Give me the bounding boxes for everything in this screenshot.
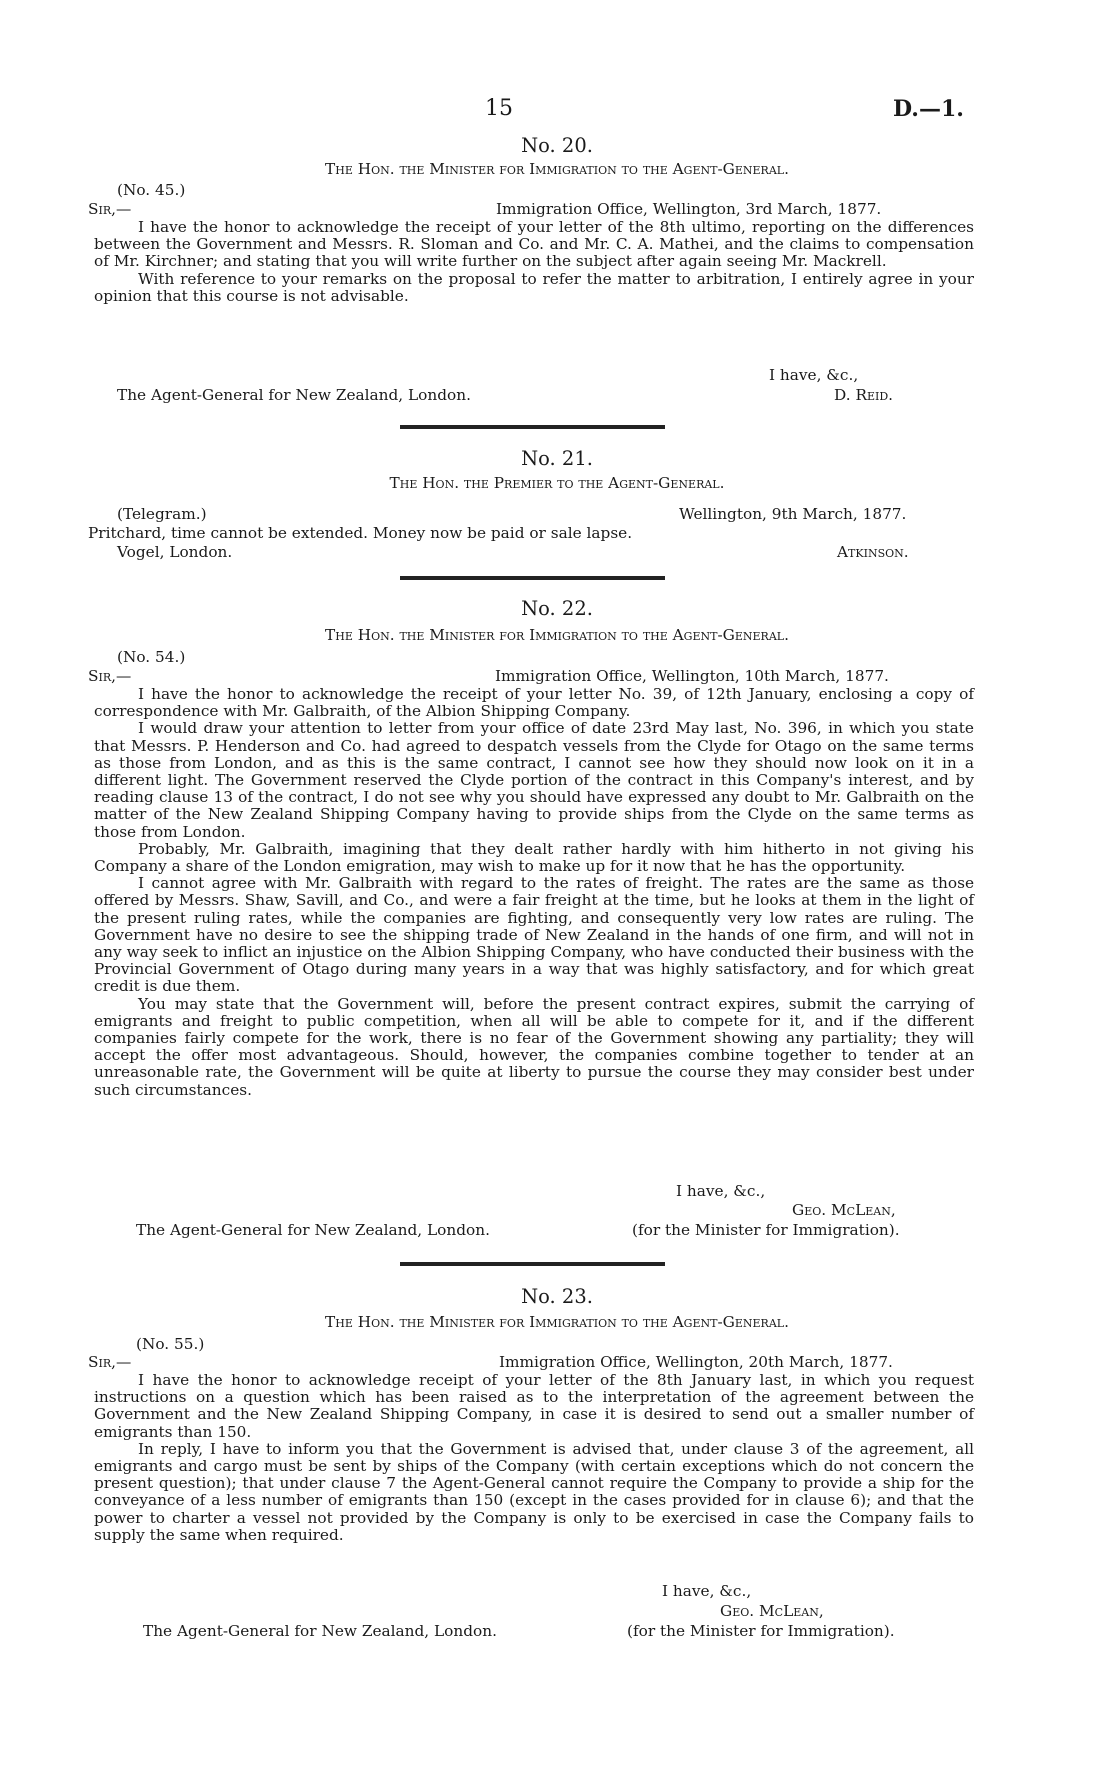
addressee: Vogel, London. [117, 543, 233, 561]
letter-number: No. 22. [521, 597, 593, 620]
letter-from: The Hon. the Minister for Immigration to the Agent-General. [325, 626, 789, 644]
document-reference: D.—1. [893, 96, 964, 122]
closing: I have, &c., [662, 1582, 752, 1600]
place-date: Immigration Office, Wellington, 10th March, 1877. [495, 667, 889, 685]
section-divider [400, 576, 665, 580]
salutation: Sir,— [88, 667, 132, 685]
letter-number: No. 23. [521, 1285, 593, 1308]
place-date: Immigration Office, Wellington, 3rd March, 1877. [496, 200, 882, 218]
signature: Geo. McLean, [792, 1201, 896, 1219]
letter-number: No. 20. [521, 134, 593, 157]
closing: I have, &c., [769, 366, 859, 384]
letter-from: The Hon. the Minister for Immigration to the Agent-General. [325, 160, 789, 178]
paragraph: You may state that the Government will, before the present contract expires, submit the carrying of emigrants and freight to public competition, when all will be able to compete for it, and if the different companies fairly compete for the work, there is no fear of the Government showing any partiality; they will accept the offer most advantageous. Should, however, the companies combine together to tender at an unreasonable rate, the Government will be quite at liberty to pursue the course they may consider best under such circumstances. [94, 994, 974, 1099]
signature-note: (for the Minister for Immigration). [627, 1622, 895, 1640]
signature: Geo. McLean, [720, 1602, 824, 1620]
section-divider [400, 1262, 665, 1266]
signature: D. Reid. [834, 386, 894, 404]
paragraph: I cannot agree with Mr. Galbraith with regard to the rates of freight. The rates are the same as those offered by Messrs. Shaw, Savill, and Co., and were a fair freight at the time, but he looks at them in the light of the present ruling rates, while the companies are fighting, and consequently very low rates are ruling. The Government have no desire to see the shipping trade of New Zealand in the hands of one firm, and will not in any way seek to inflict an injustice on the Albion Shipping Company, who have conducted their business with the Provincial Government of Otago during many years in a way that was highly satisfactory, and for which great credit is due them. [94, 874, 974, 996]
paragraph: I have the honor to acknowledge the receipt of your letter No. 39, of 12th January, enclosing a copy of correspondence with Mr. Galbraith, of the Albion Shipping Company. [94, 685, 974, 721]
salutation: Sir,— [88, 200, 132, 218]
telegram-message: Pritchard, time cannot be extended. Money now be paid or sale lapse. [88, 524, 633, 542]
place-date: Immigration Office, Wellington, 20th March, 1877. [499, 1353, 893, 1371]
paragraph: I have the honor to acknowledge receipt of your letter of the 8th January last, in which you request instructions on a question which has been raised as to the interpretation of the agreement between the Government and the New Zealand Shipping Company, in case it is desired to send out a smaller number of emigrants than 150. [94, 1371, 974, 1441]
section-divider [400, 425, 665, 429]
paragraph: In reply, I have to inform you that the Government is advised that, under clause 3 of the agreement, all emigrants and cargo must be sent by ships of the Company (with certain exceptions which do not concern the present question); that under clause 7 the Agent-General cannot require the Company to provide a ship for the conveyance of a less number of emigrants than 150 (except in the cases provided for in clause 6); and that the power to charter a vessel not provided by the Company is only to be exercised in case the Company fails to supply the same when required. [94, 1439, 974, 1544]
letter-number: No. 21. [521, 447, 593, 470]
letter-body [94, 219, 974, 305]
paragraph: I would draw your attention to letter from your office of date 23rd May last, No. 396, in which you state that Messrs. P. Henderson and Co. had agreed to despatch vessels from the Clyde for Otago on the same terms as those from London, and as this is the same contract, I cannot see how they should now look on it in a different light. The Government reserved the Clyde portion of the contract in this Company's interest, and by reading clause 13 of the contract, I do not see why you should have expressed any doubt to Mr. Galbraith on the matter of the New Zealand Shipping Company having to provide ships from the Clyde on the same terms as those from London. [94, 719, 974, 841]
signature-note: (for the Minister for Immigration). [632, 1221, 900, 1239]
paragraph: Probably, Mr. Galbraith, imagining that they dealt rather hardly with him hitherto in not giving his Company a share of the London emigration, may wish to make up for it now that he has the opportunity. [94, 839, 974, 876]
salutation: Sir,— [88, 1353, 132, 1371]
signature: Atkinson. [837, 543, 909, 561]
addressee: The Agent-General for New Zealand, London. [143, 1622, 497, 1640]
place-date: Wellington, 9th March, 1877. [679, 505, 907, 523]
letter-ref: (No. 55.) [136, 1335, 205, 1353]
closing: I have, &c., [676, 1182, 766, 1200]
letter-body [94, 686, 974, 1099]
paragraph: I have the honor to acknowledge the receipt of your letter of the 8th ultimo, reporting on the differences between the Government and Messrs. R. Sloman and Co. and Mr. C. A. Mathei, and the claims to compensation of Mr. Kirchner; and stating that you will write further on the subject after again seeing Mr. Mackrell. [94, 218, 974, 271]
addressee: The Agent-General for New Zealand, London. [117, 386, 471, 404]
letter-from: The Hon. the Premier to the Agent-General. [389, 474, 725, 492]
letter-ref: (Telegram.) [117, 505, 207, 523]
letter-ref: (No. 54.) [117, 648, 186, 666]
addressee: The Agent-General for New Zealand, London. [136, 1221, 490, 1239]
letter-from: The Hon. the Minister for Immigration to the Agent-General. [325, 1313, 789, 1331]
page-number: 15 [485, 96, 513, 121]
letter-body [94, 1372, 974, 1544]
letter-ref: (No. 45.) [117, 181, 186, 199]
paragraph: With reference to your remarks on the proposal to refer the matter to arbitration, I entirely agree in your opinion that this course is not advisable. [94, 269, 974, 305]
